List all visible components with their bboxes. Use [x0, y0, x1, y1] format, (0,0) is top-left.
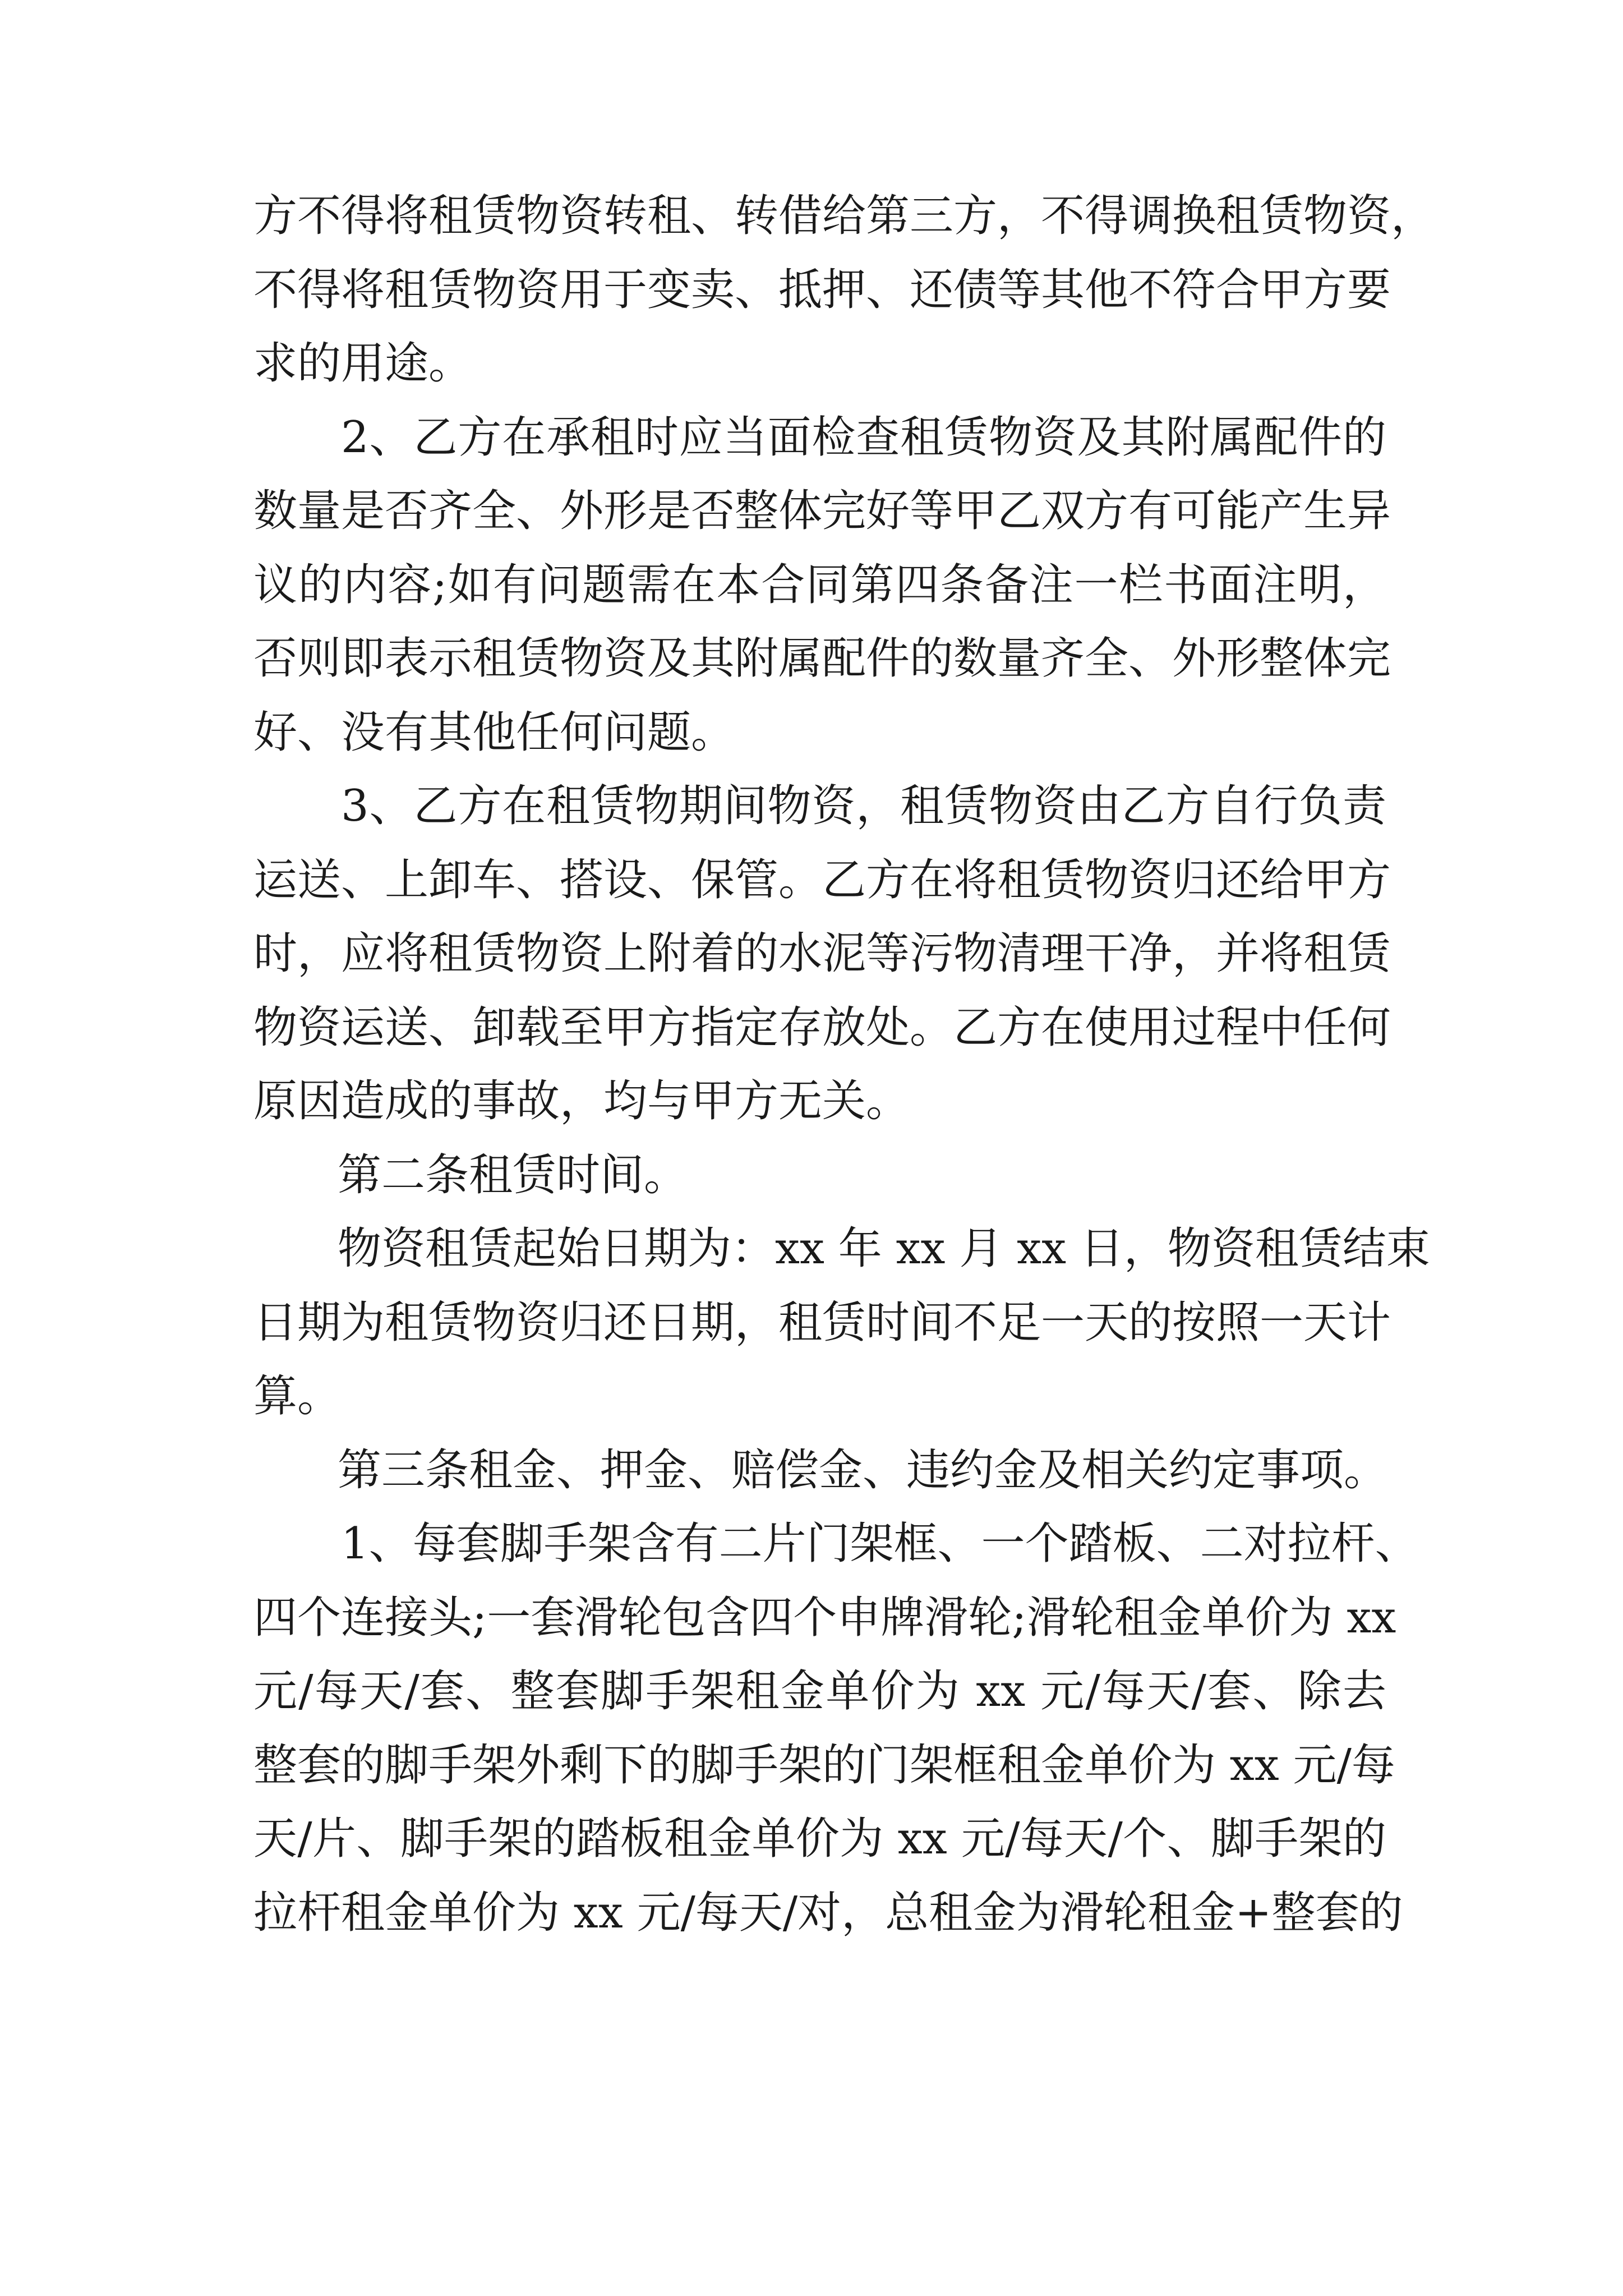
text-line: 算。 — [253, 1371, 342, 1421]
text-line: 数量是否齐全、外形是否整体完好等甲乙双方有可能产生异 — [253, 486, 1391, 536]
text-line: 整套的脚手架外剩下的脚手架的门架框租金单价为 xx 元/每 — [253, 1740, 1395, 1791]
text-line: 好、没有其他任何问题。 — [253, 707, 735, 758]
text-line: 元/每天/套、整套脚手架租金单价为 xx 元/每天/套、除去 — [253, 1666, 1386, 1717]
text-line: 四个连接头;一套滑轮包含四个申牌滑轮;滑轮租金单价为 xx — [253, 1592, 1396, 1643]
text-line: 否则即表示租赁物资及其附属配件的数量齐全、外形整体完 — [253, 633, 1391, 684]
text-line: 1、每套脚手架含有二片门架框、一个踏板、二对拉杆、 — [341, 1519, 1419, 1569]
section-heading: 第二条租赁时间。 — [338, 1149, 688, 1200]
text-line: 天/片、脚手架的踏板租金单价为 xx 元/每天/个、脚手架的 — [253, 1814, 1386, 1864]
text-line: 物资租赁起始日期为：xx 年 xx 月 xx 日，物资租赁结束 — [338, 1223, 1430, 1274]
text-line: 时，应将租赁物资上附着的水泥等污物清理干净，并将租赁 — [253, 928, 1391, 979]
text-line: 求的用途。 — [253, 338, 473, 389]
text-line: 日期为租赁物资归还日期，租赁时间不足一天的按照一天计 — [253, 1297, 1391, 1348]
text-line: 不得将租赁物资用于变卖、抵押、还债等其他不符合甲方要 — [253, 264, 1391, 315]
document-body — [253, 180, 1435, 1950]
text-line: 原因造成的事故，均与甲方无关。 — [253, 1076, 910, 1126]
text-line: 拉杆租金单价为 xx 元/每天/对，总租金为滑轮租金+整套的 — [253, 1887, 1403, 1938]
text-line: 2、乙方在承租时应当面检查租赁物资及其附属配件的 — [341, 412, 1386, 463]
text-line: 3、乙方在租赁物期间物资，租赁物资由乙方自行负责 — [341, 781, 1386, 831]
text-line: 运送、上卸车、搭设、保管。乙方在将租赁物资归还给甲方 — [253, 854, 1391, 905]
text-line: 议的内容;如有问题需在本合同第四条备注一栏书面注明， — [253, 559, 1386, 610]
text-line: 物资运送、卸载至甲方指定存放处。乙方在使用过程中任何 — [253, 1002, 1391, 1053]
text-line: 方不得将租赁物资转租、转借给第三方，不得调换租赁物资， — [253, 191, 1435, 241]
section-heading: 第三条租金、押金、赔偿金、违约金及相关约定事项。 — [338, 1444, 1388, 1496]
